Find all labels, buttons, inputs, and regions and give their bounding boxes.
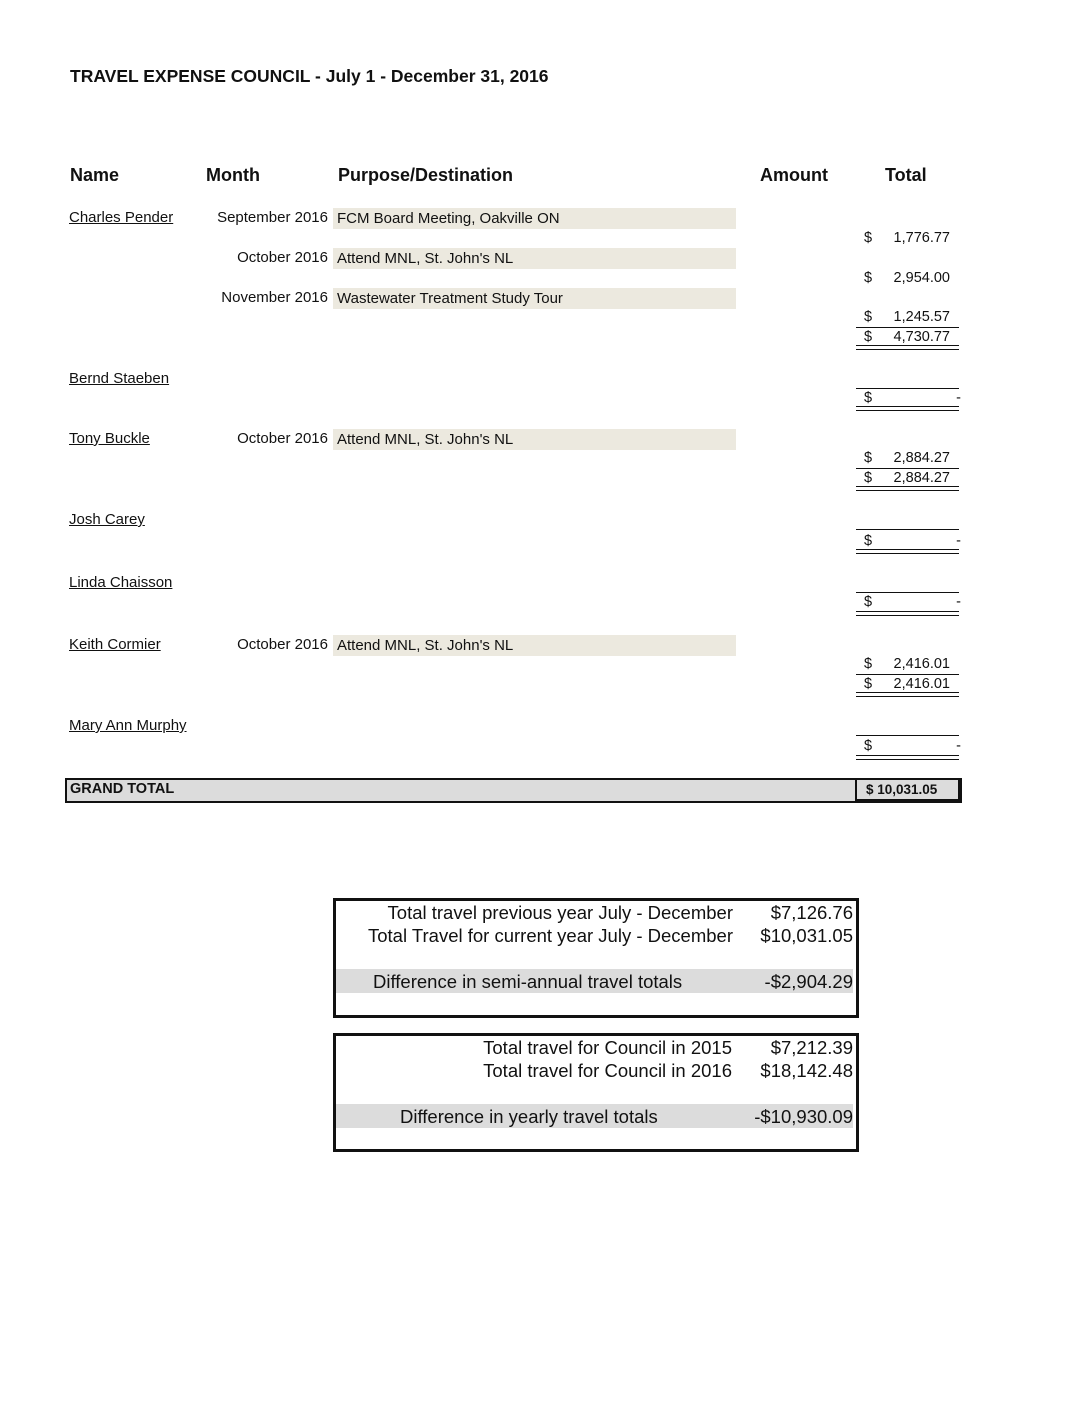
trip-purpose: Attend MNL, St. John's NL xyxy=(333,635,736,656)
summary-value: $7,212.39 xyxy=(770,1037,853,1058)
person-total: 2,416.01 xyxy=(893,676,950,692)
trip-purpose: FCM Board Meeting, Oakville ON xyxy=(333,208,736,229)
summary-label: Total travel for Council in 2015 xyxy=(483,1037,732,1058)
person-total: 2,884.27 xyxy=(893,470,950,486)
total-double-rule xyxy=(856,406,959,411)
person-total: - xyxy=(956,738,961,754)
person-total: - xyxy=(956,533,961,549)
person-total: - xyxy=(956,594,961,610)
person-name: Keith Cormier xyxy=(69,636,161,653)
difference-value: -$2,904.29 xyxy=(764,971,853,992)
header-total: Total xyxy=(885,165,927,185)
currency-symbol: $ xyxy=(864,329,873,345)
currency-symbol: $ xyxy=(864,470,873,486)
currency-symbol: $ xyxy=(864,450,873,466)
subtotal-rule xyxy=(856,529,959,530)
total-double-rule xyxy=(856,549,959,554)
subtotal-rule xyxy=(856,735,959,736)
difference-label: Difference in yearly travel totals xyxy=(400,1106,658,1127)
summary-label: Total Travel for current year July - December xyxy=(368,925,733,946)
difference-value: -$10,930.09 xyxy=(754,1106,853,1127)
person-total: - xyxy=(956,390,961,406)
trip-amount: 2,416.01 xyxy=(893,656,950,672)
person-name: Bernd Staeben xyxy=(69,370,170,387)
trip-month: October 2016 xyxy=(237,249,328,266)
summary-value: $10,031.05 xyxy=(760,925,853,946)
total-double-rule xyxy=(856,611,959,616)
trip-purpose: Attend MNL, St. John's NL xyxy=(333,248,736,269)
person-name: Mary Ann Murphy xyxy=(69,717,187,734)
header-purpose: Purpose/Destination xyxy=(338,165,514,185)
person-name: Linda Chaisson xyxy=(69,574,173,591)
grand-total-label: GRAND TOTAL xyxy=(70,781,175,797)
total-double-rule xyxy=(856,755,959,760)
currency-symbol: $ xyxy=(864,738,873,754)
header-amount: Amount xyxy=(760,165,828,185)
currency-symbol: $ xyxy=(864,230,873,246)
person-name: Tony Buckle xyxy=(69,430,150,447)
trip-month: October 2016 xyxy=(237,636,328,653)
trip-amount: 2,954.00 xyxy=(893,270,950,286)
total-double-rule xyxy=(856,692,959,697)
currency-symbol: $ xyxy=(864,309,873,325)
person-total: 4,730.77 xyxy=(893,329,950,345)
currency-symbol: $ xyxy=(864,270,873,286)
header-name: Name xyxy=(70,165,120,185)
subtotal-rule xyxy=(856,388,959,389)
person-name: Charles Pender xyxy=(69,209,174,226)
summary-value: $7,126.76 xyxy=(770,902,853,923)
trip-purpose: Attend MNL, St. John's NL xyxy=(333,429,736,450)
grand-total-bar xyxy=(65,778,962,803)
summary-label: Total travel previous year July - December xyxy=(387,902,733,923)
trip-amount: 2,884.27 xyxy=(893,450,950,466)
currency-symbol: $ xyxy=(864,390,873,406)
page-title: TRAVEL EXPENSE COUNCIL - July 1 - December 31, 2016 xyxy=(70,66,549,86)
trip-month: November 2016 xyxy=(221,289,328,306)
summary-label: Total travel for Council in 2016 xyxy=(483,1060,732,1081)
currency-symbol: $ xyxy=(864,594,873,610)
currency-symbol: $ xyxy=(864,656,873,672)
person-name: Josh Carey xyxy=(69,511,145,528)
currency-symbol: $ xyxy=(864,533,873,549)
subtotal-rule xyxy=(856,468,959,469)
subtotal-rule xyxy=(856,592,959,593)
currency-symbol: $ xyxy=(864,676,873,692)
trip-amount: 1,776.77 xyxy=(893,230,950,246)
subtotal-rule xyxy=(856,327,959,328)
subtotal-rule xyxy=(856,674,959,675)
header-month: Month xyxy=(206,165,260,185)
total-double-rule xyxy=(856,486,959,491)
trip-purpose: Wastewater Treatment Study Tour xyxy=(333,288,736,309)
grand-total-value: $ 10,031.05 xyxy=(866,782,938,797)
difference-label: Difference in semi-annual travel totals xyxy=(373,971,683,992)
summary-value: $18,142.48 xyxy=(760,1060,853,1081)
trip-amount: 1,245.57 xyxy=(893,309,950,325)
trip-month: October 2016 xyxy=(237,430,328,447)
trip-month: September 2016 xyxy=(217,209,328,226)
total-double-rule xyxy=(856,345,959,350)
